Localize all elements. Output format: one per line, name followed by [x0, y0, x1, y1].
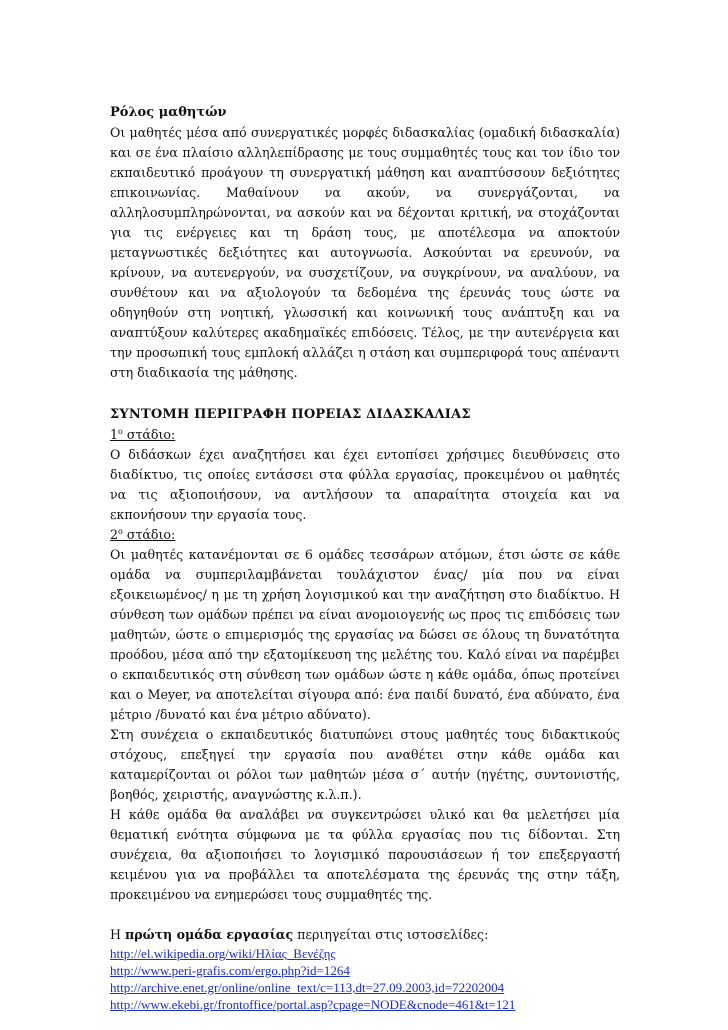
- stage-1-label-text: στάδιο:: [122, 427, 176, 442]
- course-summary-heading: ΣΥΝΤΟΜΗ ΠΕΡΙΓΡΑΦΗ ΠΟΡΕΙΑΣ ΔΙΔΑΣΚΑΛΙΑΣ: [110, 407, 471, 422]
- stage-1-ordinal: ο: [118, 426, 123, 436]
- stage-2-ordinal: ο: [118, 526, 123, 536]
- spacer: [110, 383, 620, 405]
- first-group-prefix: Η: [110, 927, 125, 942]
- link-wikipedia-venezis[interactable]: http://el.wikipedia.org/wiki/Ηλίας_Βενέζης: [110, 946, 336, 961]
- stage-2-paragraph-3: Η κάθε ομάδα θα αναλάβει να συγκεντρώσει υλικό και θα μελετήσει μία θεματική ενότητα σύμφωνα με τα φύλλα εργασίας που τις δίδονται. Στη συνέχεια, θα αξιοποιήσει το λογισμικό παρουσιάσεων ή τον επεξεργαστή κειμένου για να προβάλλει τα αποτελέσματα της έρευνάς της στην τάξη, προκειμένου να ενημερώσει τους συμμαθητές της.: [110, 807, 620, 902]
- spacer: [110, 905, 620, 925]
- stage-2-paragraph-1: Οι μαθητές κατανέμονται σε 6 ομάδες τεσσάρων ατόμων, έτσι ώστε σε κάθε ομάδα να συμπεριλαμβάνεται τουλάχιστον ένας/ μία που να είναι εξοικειωμένος/ η με τη χρήση λογισμικού και την αναζήτηση στο διαδίκτυο. Η σύνθεση των ομάδων πρέπει να είναι ανομοιογενής ως προς τις επιδόσεις των μαθητών, ώστε ο επιμερισμός της εργασίας να δώσει σε όλους τη δυνατότητα προόδου, μέσα από την εξατομίκευση της μελέτης του. Καλό είναι να παρέμβει ο εκπαιδευτικός στη σύνθεση των ομάδων ώστε η κάθε ομάδα, όπως προτείνει και ο Meyer, να αποτελείται σίγουρα από: ένα παιδί δυνατό, ένα αδύνατο, ένα μέτριο /δυνατό και ένα μέτριο αδύνατο).: [110, 547, 620, 722]
- stage-2-label: [110, 525, 620, 545]
- first-group-intro: [110, 925, 620, 945]
- first-group-suffix: περιηγείται στις ιστοσελίδες:: [293, 927, 489, 942]
- link-enet-archive[interactable]: http://archive.enet.gr/online/online_text/c=113,dt=27.09.2003,id=72202004: [110, 980, 505, 995]
- first-group-bold: πρώτη ομάδα εργασίας: [125, 927, 294, 942]
- link-list: [110, 945, 620, 1013]
- link-peri-grafis[interactable]: http://www.peri-grafis.com/ergo.php?id=1264: [110, 963, 350, 978]
- stage-2-paragraph-2: Στη συνέχεια ο εκπαιδευτικός διατυπώνει στους μαθητές τους διδακτικούς στόχους, επεξηγεί την εργασία που αναθέτει στην κάθε ομάδα και καταμερίζονται οι ρόλοι των μαθητών μέσα σ΄ αυτήν (ηγέτης, συντονιστής, βοηθός, χειριστής, αναγνώστης κ.λ.π.).: [110, 727, 620, 802]
- stage-1-paragraph: Ο διδάσκων έχει αναζητήσει και έχει εντοπίσει χρήσιμες διευθύνσεις στο διαδίκτυο, τις οποίες εντάσσει στα φύλλα εργασίας, προκειμένου οι μαθητές να τις αξιοποιήσουν, να αντλήσουν τα απαραίτητα στοιχεία και να εκπονήσουν την εργασία τους.: [110, 447, 620, 522]
- stage-1-number: 1: [110, 427, 119, 442]
- link-ekebi[interactable]: http://www.ekebi.gr/frontoffice/portal.asp?cpage=NODE&cnode=461&t=121: [110, 997, 516, 1012]
- student-role-paragraph: Οι μαθητές μέσα από συνεργατικές μορφές διδασκαλίας (ομαδική διδασκαλία) και σε ένα πλαίσιο αλληλεπίδρασης με τους συμμαθητές τους και τον ίδιο τον εκπαιδευτικό προάγουν τη συνεργατική μάθηση και αναπτύσσουν δεξιότητες επικοινωνίας. Μαθαίνουν να ακούν, να συνεργάζονται, να αλληλοσυμπληρώνονται, να ασκούν και να δέχονται κριτική, να στοχάζονται για τις ενέργειες και τη δράση τους, με αποτέλεσμα να αποκτούν μεταγνωστικές δεξιότητες και αυτογνωσία. Ασκούνται να ερευνούν, να κρίνουν, να αυτενεργούν, να συσχετίζουν, να συγκρίνουν, να αναλύουν, να συνθέτουν και να αξιολογούν τα δεδομένα της έρευνάς τους ώστε να οδηγηθούν στη νοητική, γλωσσική και κοινωνική τους ανάπτυξη και να αναπτύξουν καλύτερες ακαδημαϊκές επιδόσεις. Τέλος, με την αυτενέργεια και την προσωπική τους εμπλοκή αλλάζει η στάση και συμπεριφορά τους απέναντι στη διαδικασία της μάθησης.: [110, 125, 620, 380]
- stage-2-label-text: στάδιο:: [122, 527, 176, 542]
- student-role-heading: Ρόλος μαθητών: [110, 105, 227, 120]
- stage-1-label: [110, 425, 620, 445]
- stage-2-number: 2: [110, 527, 119, 542]
